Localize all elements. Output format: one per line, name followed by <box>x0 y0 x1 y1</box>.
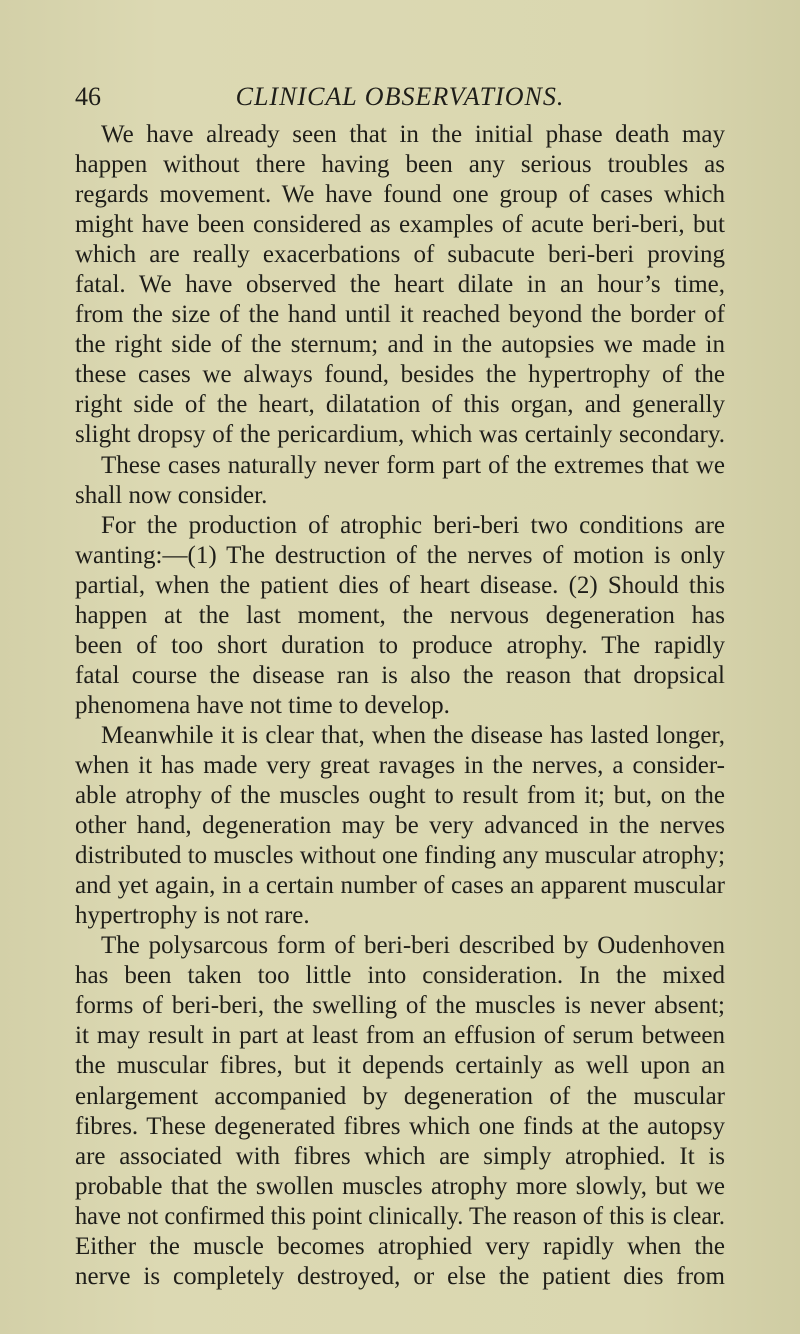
page-header <box>75 82 725 116</box>
text-line: happen without there having been any serious troubles as <box>75 151 725 179</box>
text-line: been of too short duration to produce atrophy. The rapidly <box>75 631 725 659</box>
text-line: Meanwhile it is clear that, when the disease has lasted longer, <box>101 721 725 749</box>
text-line: We have already seen that in the initial phase death may <box>101 121 725 148</box>
text-line: the right side of the sternum; and in the autopsies we made in <box>75 331 725 359</box>
text-line: For the production of atrophic beri-beri two conditions are <box>101 511 725 539</box>
text-line: wanting:—(1) The destruction of the nerves of motion is only <box>75 541 725 569</box>
text-line: might have been considered as examples of acute beri-beri, but <box>75 211 725 239</box>
text-line: have not confirmed this point clinically. The reason of this is clear. <box>75 1202 725 1230</box>
text-line: which are really exacerbations of subacute beri-beri proving <box>75 241 725 269</box>
text-line: distributed to muscles without one finding any muscular atrophy; <box>75 842 725 870</box>
text-line: forms of beri-beri, the swelling of the muscles is never absent; <box>75 992 725 1020</box>
text-line: probable that the swollen muscles atrophy more slowly, but we <box>75 1172 725 1200</box>
text-line: phenomena have not time to develop. <box>75 691 450 719</box>
text-line: nerve is completely destroyed, or else the patient dies from <box>75 1262 725 1290</box>
text-line: fatal course the disease ran is also the reason that dropsical <box>75 661 725 689</box>
text-line: hypertrophy is not rare. <box>75 902 310 930</box>
page-number: 46 <box>75 82 101 111</box>
text-line: able atrophy of the muscles ought to result from it; but, on the <box>75 782 725 810</box>
text-line: happen at the last moment, the nervous degeneration has <box>75 601 725 629</box>
text-line: it may result in part at least from an effusion of serum between <box>75 1022 725 1050</box>
text-line: fibres. These degenerated fibres which one finds at the autopsy <box>75 1112 725 1140</box>
text-line: fatal. We have observed the heart dilate in an hour’s time, <box>75 271 725 299</box>
text-line: the muscular fibres, but it depends certainly as well upon an <box>75 1052 725 1080</box>
text-line: regards movement. We have found one group of cases which <box>75 181 725 209</box>
text-line: These cases naturally never form part of the extremes that we <box>101 451 725 479</box>
text-line: shall now consider. <box>75 481 268 509</box>
text-line: other hand, degeneration may be very advanced in the nerves <box>75 812 725 840</box>
text-line: has been taken too little into consideration. In the mixed <box>75 962 725 990</box>
text-line: from the size of the hand until it reached beyond the border of <box>75 301 725 329</box>
running-title: CLINICAL OBSERVATIONS. <box>235 82 565 111</box>
text-line: these cases we always found, besides the hypertrophy of the <box>75 361 725 389</box>
text-line: and yet again, in a certain number of cases an apparent muscular <box>75 872 725 900</box>
text-line: are associated with fibres which are simply atrophied. It is <box>75 1142 725 1170</box>
text-line: The polysarcous form of beri-beri described by Oudenhoven <box>101 932 725 960</box>
text-line: right side of the heart, dilatation of this organ, and generally <box>75 391 725 419</box>
text-line: when it has made very great ravages in the nerves, a consider- <box>75 751 725 779</box>
text-line: Either the muscle becomes atrophied very rapidly when the <box>75 1232 725 1260</box>
text-line: partial, when the patient dies of heart disease. (2) Should this <box>75 571 725 599</box>
body-text <box>75 120 725 1292</box>
text-line: slight dropsy of the pericardium, which was certainly secondary. <box>75 421 725 449</box>
text-line: enlargement accompanied by degeneration of the muscular <box>75 1082 725 1110</box>
